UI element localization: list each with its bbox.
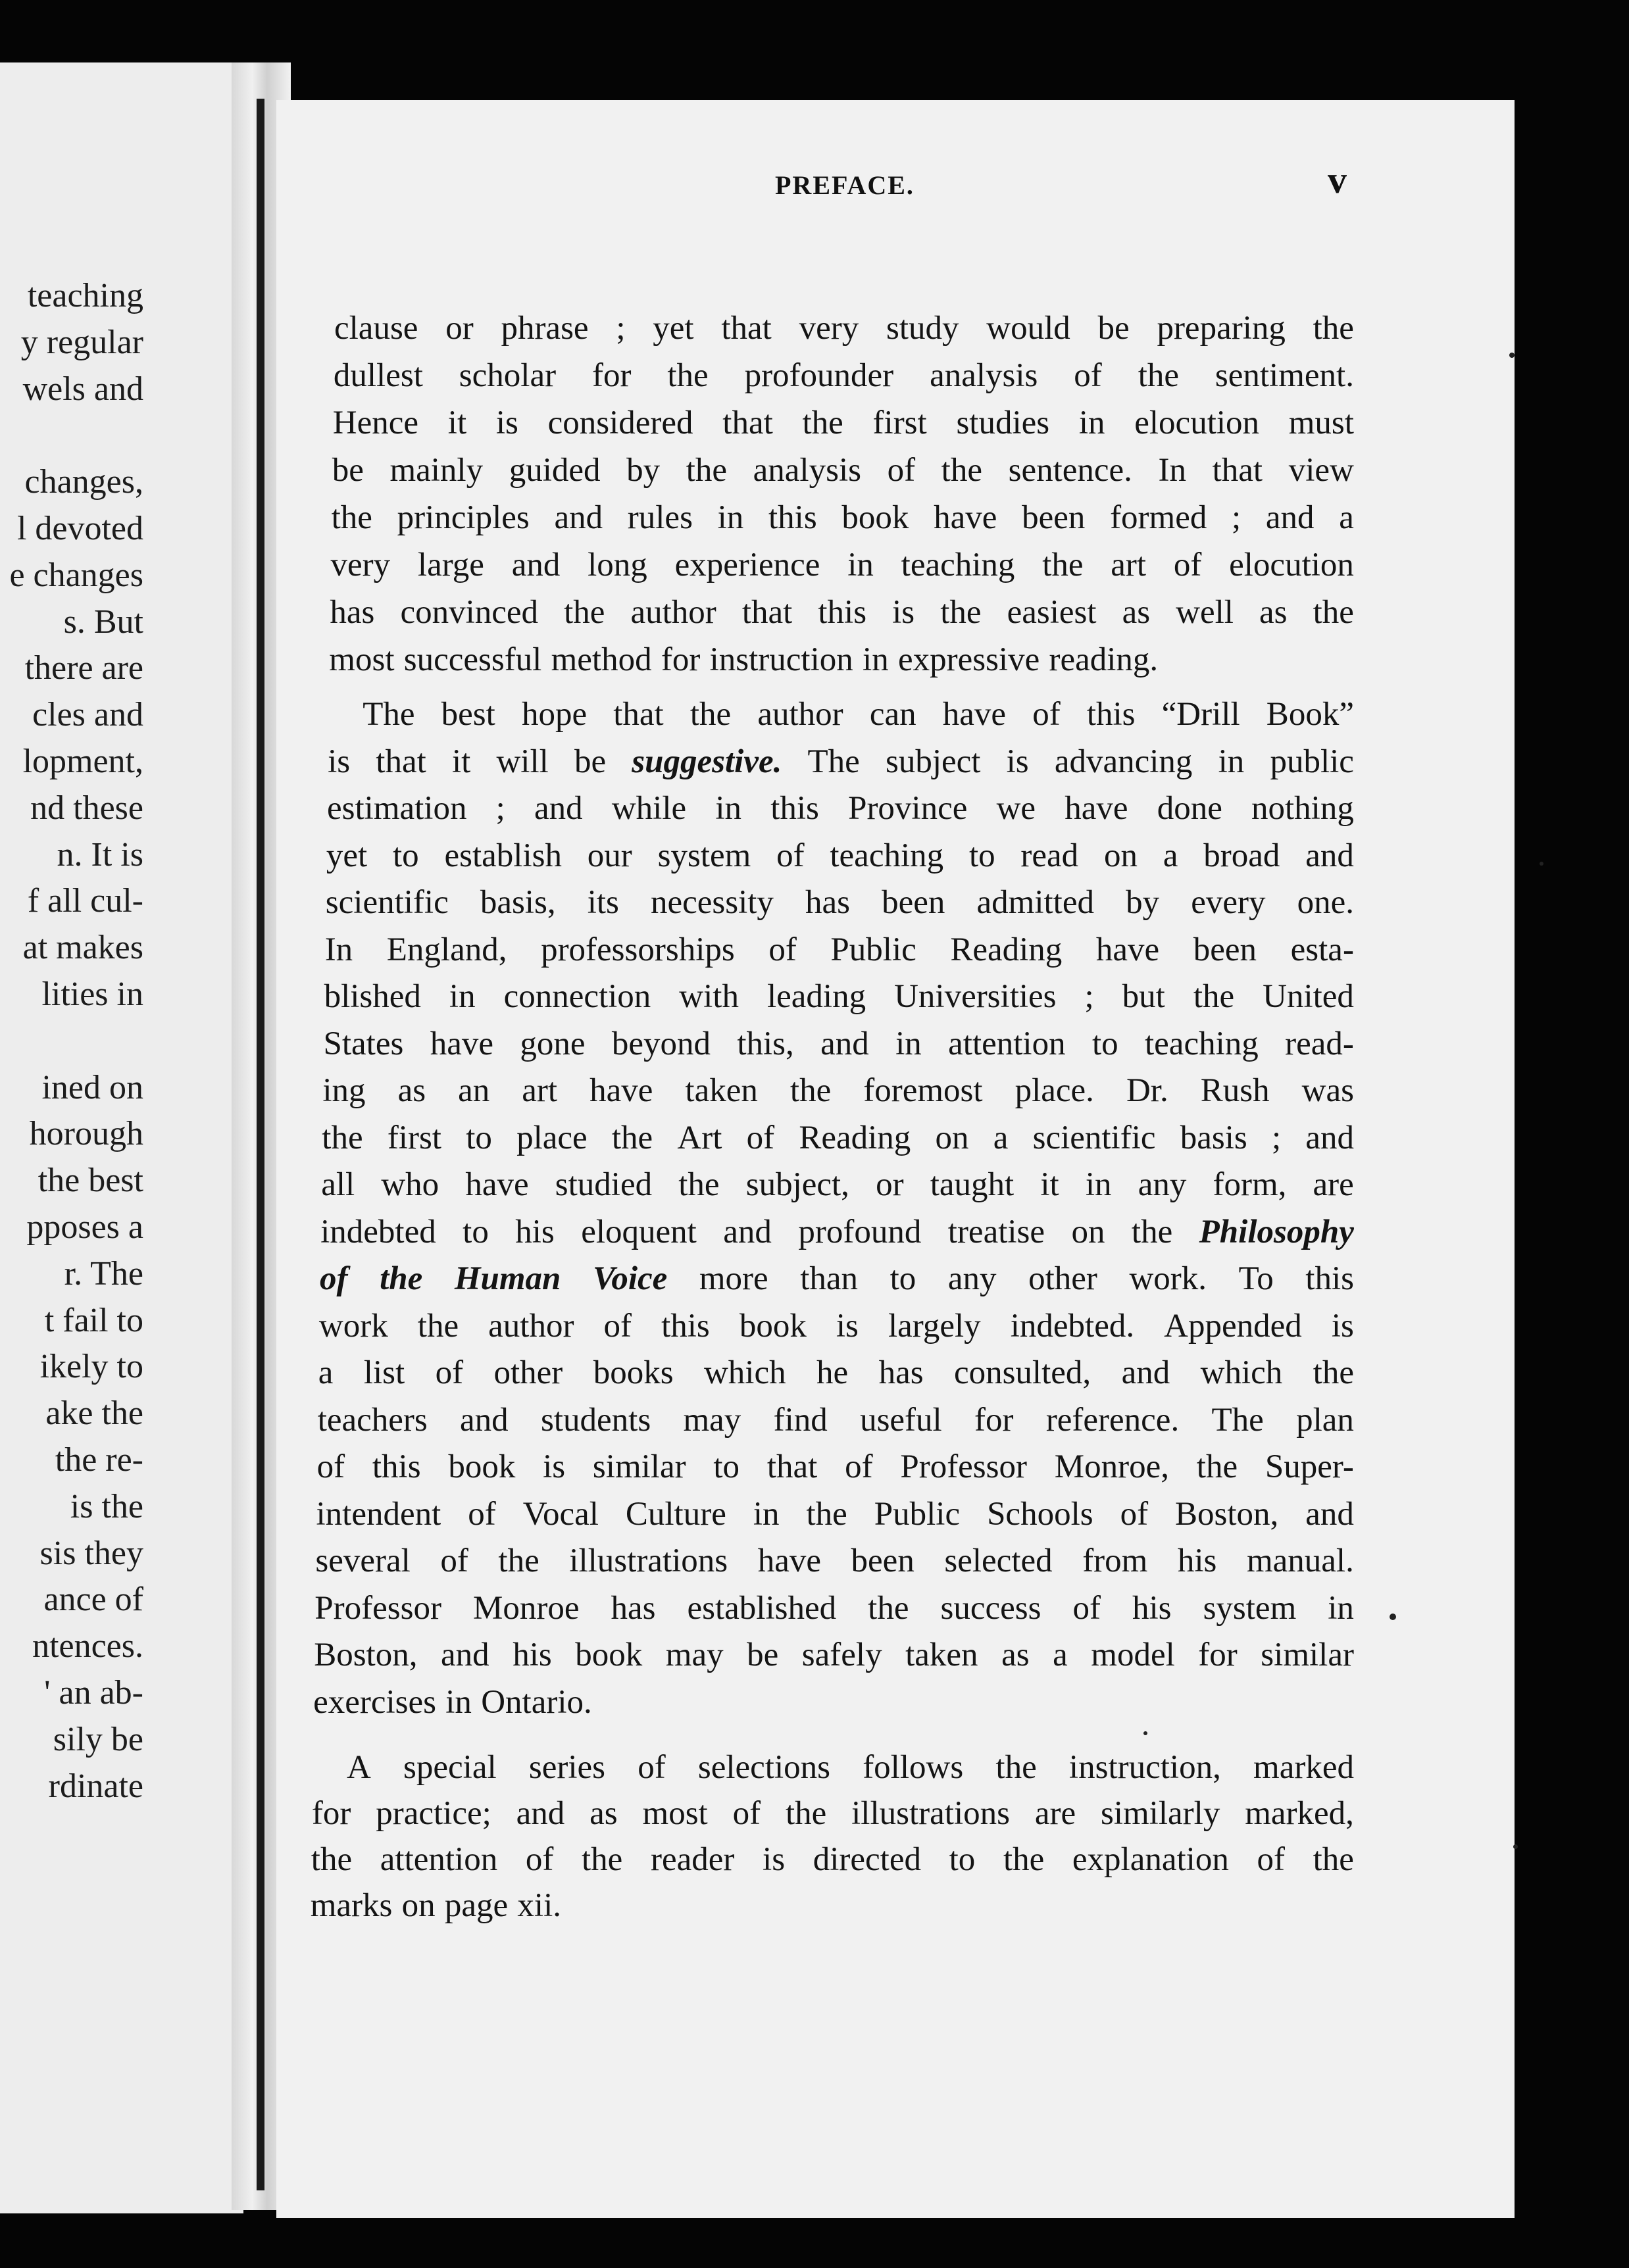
text-line: indebted to his eloquent and profound treatise on the Philosophy — [320, 1213, 1354, 1250]
text-line: is that it will be suggestive. The subject is advancing in public — [328, 743, 1354, 780]
left-page-line: e changes — [9, 556, 143, 594]
left-page-line: s. But — [63, 603, 143, 641]
left-page-line: ntences. — [32, 1627, 143, 1665]
running-head: PREFACE. — [775, 170, 915, 200]
left-page-line: ' an ab- — [44, 1674, 143, 1712]
text-line: work the author of this book is largely indebted. Appended is — [318, 1307, 1354, 1344]
left-page-line: cles and — [32, 696, 143, 734]
left-page-line: t fail to — [44, 1301, 143, 1339]
left-page-line: ikely to — [39, 1348, 143, 1386]
text-line: clause or phrase ; yet that very study would be preparing the — [334, 310, 1354, 347]
text-line: a list of other books which he has consulted, and which the — [318, 1354, 1354, 1391]
text-line: Professor Monroe has established the success of his system in — [314, 1589, 1354, 1627]
text-line: all who have studied the subject, or taught it in any form, are — [321, 1166, 1354, 1203]
text-line: for practice; and as most of the illustrations are similarly marked, — [311, 1795, 1354, 1832]
text-line: States have gone beyond this, and in attention to teaching read- — [323, 1025, 1354, 1062]
text-line: yet to establish our system of teaching to read on a broad and — [326, 837, 1354, 874]
text-line: Boston, and his book may be safely taken as a model for similar — [314, 1637, 1354, 1673]
text-line: The best hope that the author can have of this “Drill Book” — [363, 696, 1354, 733]
gutter-rule — [257, 99, 264, 2190]
left-page-line: rdinate — [48, 1767, 143, 1805]
text-line: scientific basis, its necessity has been admitted by every one. — [325, 884, 1354, 921]
text-line: intendent of Vocal Culture in the Public Schools of Boston, and — [316, 1495, 1354, 1533]
text-line: blished in connection with leading Universities ; but the United — [324, 978, 1354, 1015]
left-page-line: teaching — [27, 277, 143, 314]
page-number: v — [1328, 159, 1347, 201]
left-page-line: lopment, — [22, 743, 143, 780]
left-page-line: n. It is — [57, 835, 143, 874]
left-page-line: changes, — [24, 463, 143, 501]
left-page-line: horough — [29, 1115, 143, 1153]
left-page-line: the re- — [55, 1441, 143, 1479]
left-page-line: lities in — [41, 975, 143, 1013]
text-line: the principles and rules in this book have been formed ; and a — [331, 499, 1354, 536]
left-page-line: ake the — [45, 1394, 143, 1433]
text-line: dullest scholar for the profounder analysis of the sentiment. — [333, 357, 1354, 394]
text-line: be mainly guided by the analysis of the sentence. In that view — [332, 452, 1354, 489]
text-line: ing as an art have taken the foremost place. Dr. Rush was — [322, 1072, 1354, 1109]
text-line: estimation ; and while in this Province we have done nothing — [327, 790, 1354, 827]
left-page-line: sily be — [53, 1720, 143, 1758]
left-page — [0, 62, 243, 2213]
left-page-line: f all cul- — [27, 882, 143, 920]
left-page-line: y regular — [20, 323, 143, 361]
left-page-line: ined on — [41, 1068, 143, 1106]
text-line: Hence it is considered that the first studies in elocution must — [332, 405, 1354, 441]
text-line: most successful method for instruction in expressive reading. — [329, 641, 1159, 678]
left-page-line: pposes a — [26, 1208, 143, 1246]
text-line: of the Human Voice more than to any other work. To this — [320, 1260, 1354, 1297]
text-line: has convinced the author that this is the easiest as well as the — [330, 594, 1354, 631]
left-page-line: l devoted — [16, 510, 143, 547]
text-line: several of the illustrations have been selected from his manual. — [315, 1542, 1354, 1579]
left-page-line: wels and — [22, 370, 143, 408]
left-page-line: there are — [24, 649, 143, 687]
text-line: of this book is similar to that of Professor Monroe, the Super- — [316, 1448, 1354, 1485]
text-line: very large and long experience in teaching the art of elocution — [330, 547, 1354, 583]
left-page-line: sis they — [39, 1534, 143, 1572]
text-line: A special series of selections follows the instruction, marked — [347, 1749, 1354, 1786]
left-page-line: nd these — [30, 789, 143, 827]
left-page-line: the best — [38, 1162, 143, 1200]
text-line: the attention of the reader is directed to the explanation of the — [311, 1841, 1354, 1878]
text-line: teachers and students may find useful for reference. The plan — [317, 1401, 1354, 1439]
left-page-line: is the — [70, 1487, 143, 1525]
text-line: In England, professorships of Public Reading have been esta- — [324, 931, 1354, 968]
text-line: the first to place the Art of Reading on a scientific basis ; and — [322, 1119, 1354, 1156]
text-line: exercises in Ontario. — [313, 1683, 592, 1721]
left-page-line: r. The — [64, 1254, 143, 1293]
text-line: marks on page xii. — [310, 1887, 561, 1924]
left-page-line: at makes — [22, 929, 143, 967]
left-page-line: ance of — [43, 1581, 143, 1619]
